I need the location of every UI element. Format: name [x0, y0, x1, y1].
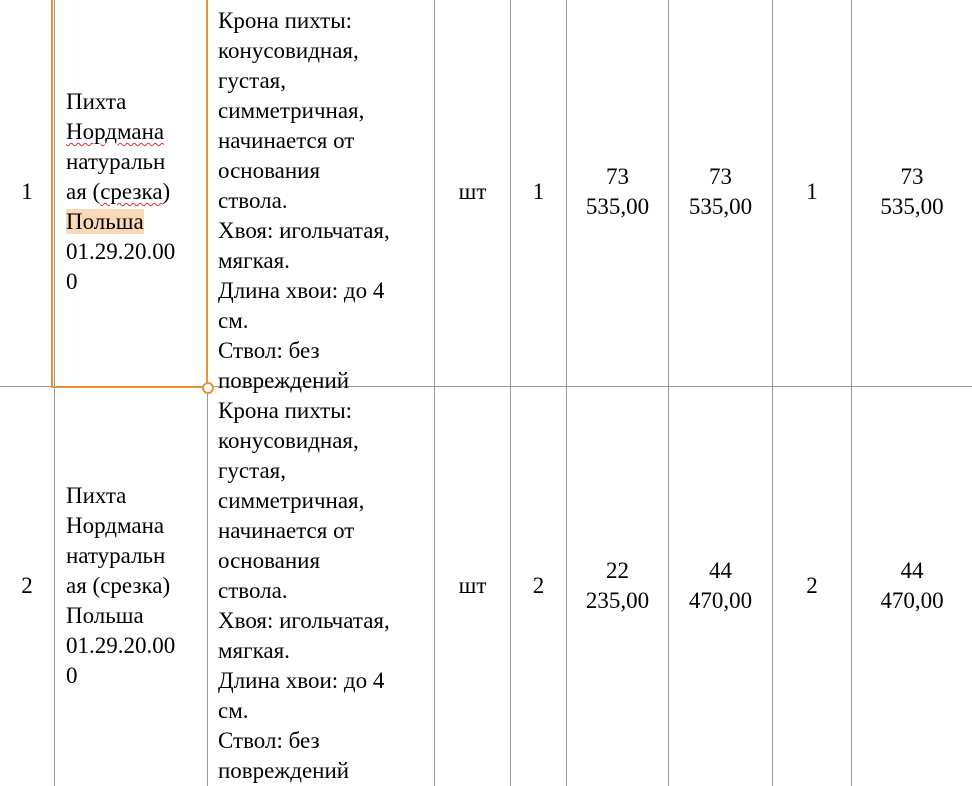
- item-name: [66, 87, 202, 297]
- sum: [689, 162, 752, 222]
- description-line: ствола.: [218, 188, 288, 213]
- sum-line: 535,00: [688, 194, 753, 219]
- item-name-line: Пихта: [66, 483, 127, 508]
- description-line: см.: [218, 308, 249, 333]
- description-line: начинается от: [218, 128, 355, 153]
- item-description: [218, 6, 430, 396]
- item-name-part: ая (: [66, 179, 101, 204]
- item-name-line: Пихта: [66, 89, 127, 114]
- sum: [689, 556, 752, 616]
- quantity: 2: [532, 573, 545, 598]
- unit: шт: [458, 179, 487, 204]
- description-line: конусовидная,: [218, 38, 359, 63]
- item-name-line: Нордмана: [66, 513, 165, 538]
- item-name-line: ая (срезка): [66, 573, 171, 598]
- description-line: Ствол: без: [218, 338, 320, 363]
- price-line: 235,00: [585, 588, 650, 613]
- row-number-cell[interactable]: [0, 0, 55, 386]
- total-cell[interactable]: [852, 0, 972, 386]
- description-line: Крона пихты:: [218, 8, 353, 33]
- total-line: 470,00: [880, 588, 944, 613]
- item-description-cell[interactable]: [208, 0, 435, 393]
- item-name-line: натуральн: [66, 543, 166, 568]
- row-number: 1: [21, 179, 33, 204]
- quantity-2-cell[interactable]: [773, 0, 852, 386]
- item-name-cell[interactable]: [55, 0, 208, 386]
- quantity-cell[interactable]: [511, 0, 567, 386]
- description-line: мягкая.: [218, 638, 290, 663]
- item-name-line: натуральн: [66, 149, 166, 174]
- description-line: густая,: [218, 458, 287, 483]
- price-line: 535,00: [585, 194, 650, 219]
- total: [880, 556, 943, 616]
- description-line: повреждений: [218, 368, 350, 393]
- item-name-line: Польша: [66, 603, 144, 628]
- item-name: [66, 481, 202, 691]
- resize-handle[interactable]: [202, 382, 214, 394]
- sum-line: 44: [709, 558, 732, 583]
- total-line: 535,00: [880, 194, 944, 219]
- description-line: начинается от: [218, 518, 355, 543]
- item-name-part-misspelled[interactable]: срезка: [100, 179, 163, 204]
- description-line: конусовидная,: [218, 428, 359, 453]
- item-description: [218, 396, 430, 786]
- item-code-line: 0: [66, 663, 78, 688]
- price-line: 73: [606, 164, 629, 189]
- unit-cell[interactable]: [435, 386, 511, 786]
- description-line: симметричная,: [218, 488, 365, 513]
- total: [880, 162, 943, 222]
- total-line: 73: [900, 164, 924, 189]
- quantity: 1: [532, 179, 545, 204]
- description-line: ствола.: [218, 578, 288, 603]
- quantity-2: 1: [806, 179, 818, 204]
- description-line: основания: [218, 158, 321, 183]
- price: [586, 162, 649, 222]
- description-line: повреждений: [218, 758, 350, 783]
- price: [586, 556, 649, 616]
- total-cell[interactable]: [852, 386, 972, 786]
- item-name-line-highlighted[interactable]: Польша: [66, 209, 144, 234]
- quantity-cell[interactable]: [511, 386, 567, 786]
- description-line: см.: [218, 698, 249, 723]
- quantity-2: 2: [806, 573, 818, 598]
- description-line: Хвоя: игольчатая,: [218, 218, 390, 243]
- unit-cell[interactable]: [435, 0, 511, 386]
- sum-cell[interactable]: [669, 0, 773, 386]
- description-line: Длина хвои: до 4: [218, 278, 385, 303]
- item-name-line-misspelled[interactable]: Нордмана: [66, 119, 165, 144]
- description-line: Крона пихты:: [218, 398, 353, 423]
- price-cell[interactable]: [567, 386, 669, 786]
- item-code-line: 01.29.20.00: [66, 633, 176, 658]
- total-line: 44: [900, 558, 924, 583]
- item-description-cell[interactable]: [208, 386, 435, 786]
- description-line: симметричная,: [218, 98, 365, 123]
- price-cell[interactable]: [567, 0, 669, 386]
- item-name-cell[interactable]: [55, 386, 208, 786]
- description-line: Хвоя: игольчатая,: [218, 608, 390, 633]
- quantity-2-cell[interactable]: [773, 386, 852, 786]
- table-row: [0, 386, 972, 786]
- price-line: 22: [606, 558, 629, 583]
- unit: шт: [458, 573, 487, 598]
- sum-line: 470,00: [688, 588, 753, 613]
- description-line: Ствол: без: [218, 728, 320, 753]
- item-name-part: ): [162, 179, 171, 204]
- description-line: густая,: [218, 68, 287, 93]
- item-code-line: 0: [66, 269, 78, 294]
- description-line: Длина хвои: до 4: [218, 668, 385, 693]
- row-number-cell[interactable]: [0, 386, 55, 786]
- description-line: мягкая.: [218, 248, 290, 273]
- sum-cell[interactable]: [669, 386, 773, 786]
- item-code-line: 01.29.20.00: [66, 239, 176, 264]
- row-number: 2: [21, 573, 33, 598]
- description-line: основания: [218, 548, 321, 573]
- sum-line: 73: [709, 164, 732, 189]
